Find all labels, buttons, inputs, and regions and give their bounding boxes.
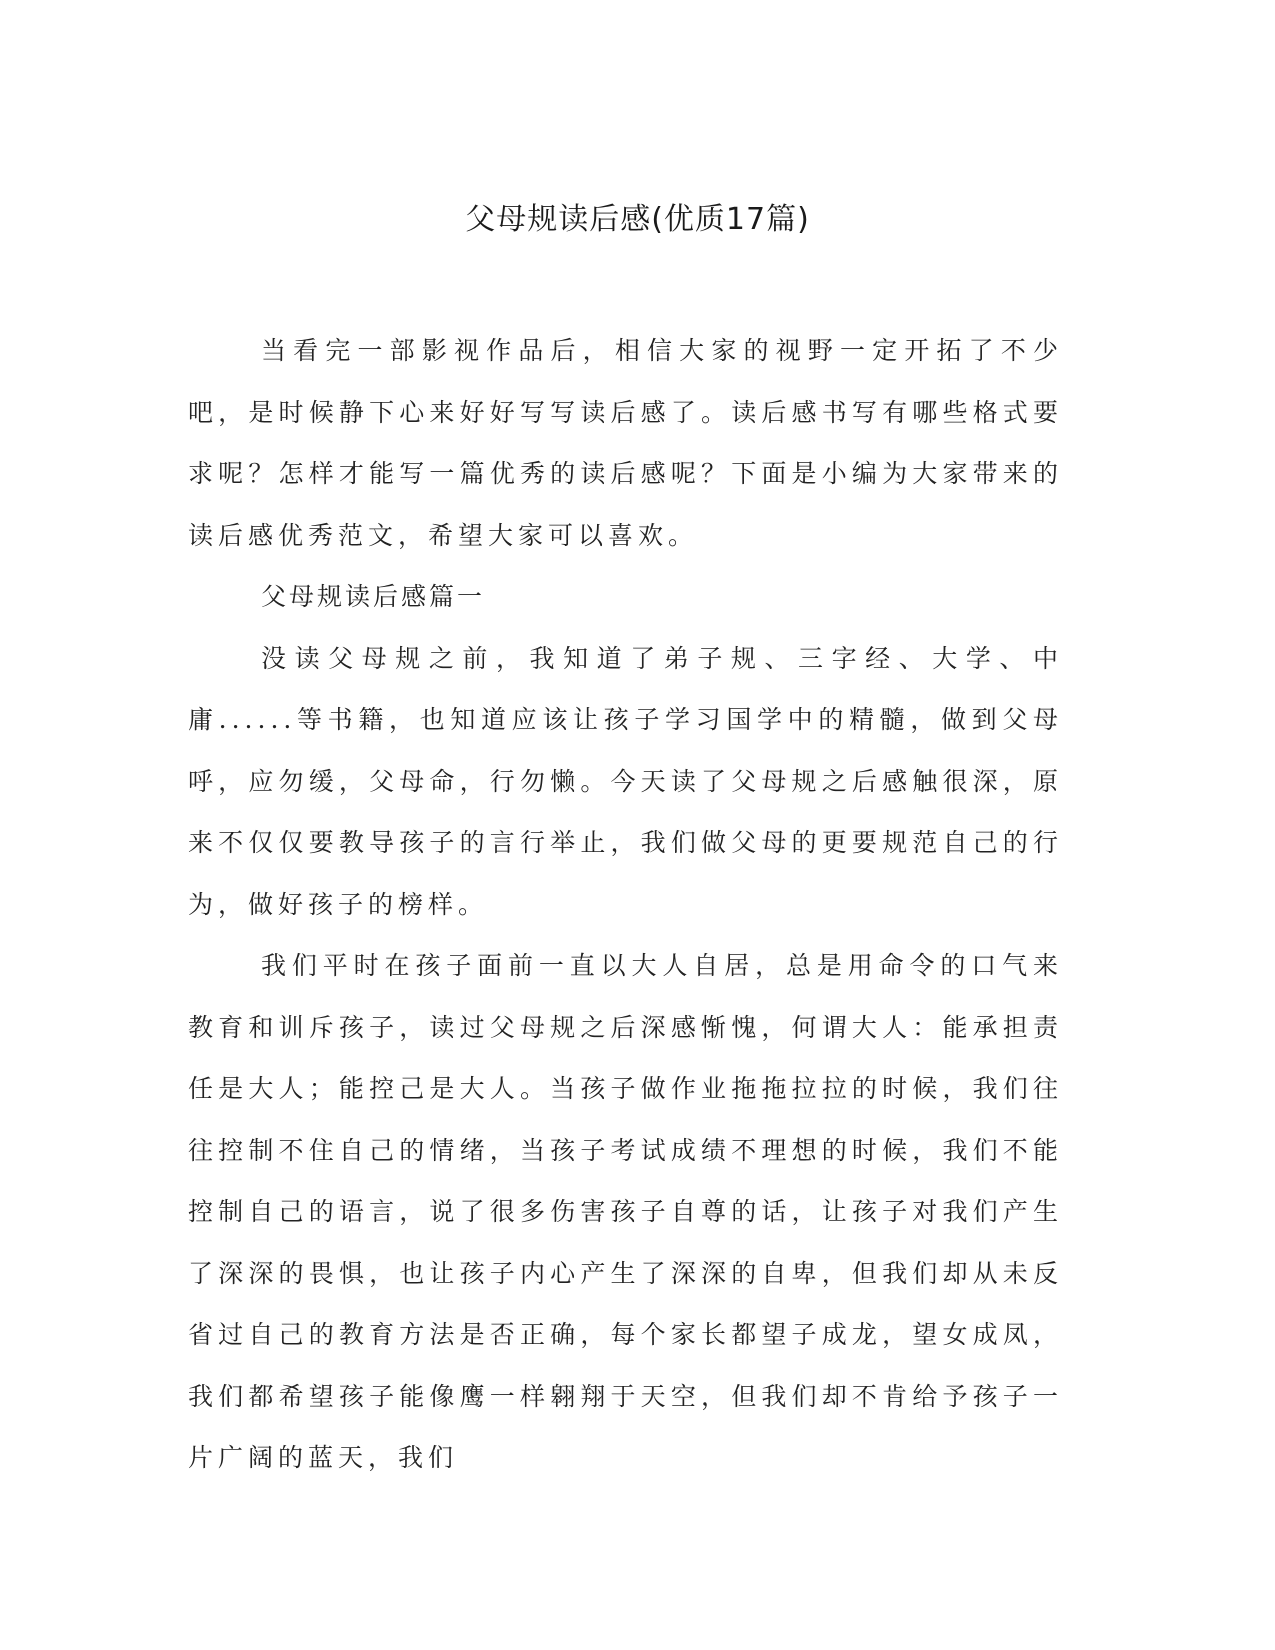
body-paragraph: 我们平时在孩子面前一直以大人自居，总是用命令的口气来教育和训斥孩子，读过父母规之后深感惭愧，何谓大人：能承担责任是大人；能控己是大人。当孩子做作业拖拖拉拉的时候，我们往往控制不住自己的情绪，当孩子考试成绩不理想的时候，我们不能控制自己的语言，说了很多伤害孩子自尊的话，让孩子对我们产生了深深的畏惧，也让孩子内心产生了深深的自卑，但我们却从未反省过自己的教育方法是否正确，每个家长都望子成龙，望女成凤，我们都希望孩子能像鹰一样翱翔于天空，但我们却不肯给予孩子一片广阔的蓝天，我们 xyxy=(188,951,1063,1472)
section-heading: 父母规读后感篇一 xyxy=(261,582,486,611)
intro-paragraph: 当看完一部影视作品后，相信大家的视野一定开拓了不少吧，是时候静下心来好好写写读后感了。读后感书写有哪些格式要求呢？怎样才能写一篇优秀的读后感呢？下面是小编为大家带来的读后感优秀范文，希望大家可以喜欢。 xyxy=(188,336,1063,550)
document-title: 父母规读后感(优质17篇) xyxy=(465,202,810,237)
body-paragraph: 没读父母规之前，我知道了弟子规、三字经、大学、中庸......等书籍，也知道应该让孩子学习国学中的精髓，做到父母呼，应勿缓，父母命，行勿懒。今天读了父母规之后感触很深，原来不仅仅要教导孩子的言行举止，我们做父母的更要规范自己的行为，做好孩子的榜样。 xyxy=(188,643,1063,919)
document-body xyxy=(188,320,1063,1489)
